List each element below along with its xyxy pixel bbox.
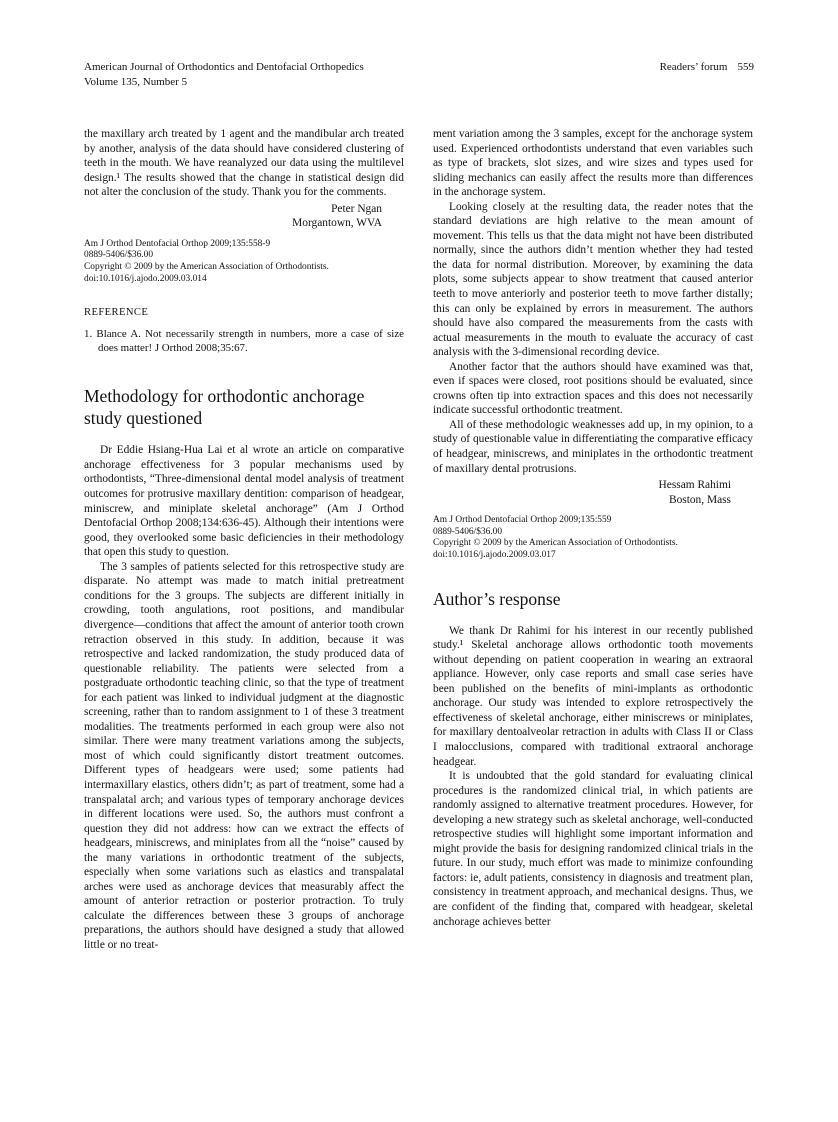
letter2-paragraph: Dr Eddie Hsiang-Hua Lai et al wrote an article on comparative anchorage effectiveness for 3 popular mechanisms used by orthodontists, “Three-dimensional dental model analysis of treatment outcomes for protrusive maxillary dentition: comparison of headgear, miniscrew, and miniplate skeletal anchorage” (Am J Orthod Dentofacial Orthop 2008;134:636-45). Although their intentions were good, they overlooked some basic deficiencies in their methodology that open this study to question.: [84, 444, 404, 559]
letter3-title: Author’s response: [433, 588, 561, 609]
page-header: [84, 60, 754, 89]
citation-line: Copyright © 2009 by the American Association of Orthodontists.: [433, 538, 678, 549]
letter3-paragraph: It is undoubted that the gold standard for evaluating clinical procedures is the randomized clinical trial, in which patients are randomly assigned to alternative treatment procedures. However, for developing a new strategy such as skeletal anchorage, well-conducted retrospective studies will highlight some important information and might provide the basis for designing randomized clinical trials in the future. In our study, much effort was made to minimize confounding factors: ie, adult patients, consistency in diagnosis and treatment plan, consistency in treatment approach, and mechanical designs. Thus, we are confident of the finding that, compared with headgear, skeletal anchorage achieves better: [433, 770, 753, 928]
letter2-paragraph: The 3 samples of patients selected for this retrospective study are disparate. No attempt was made to match initial pretreatment conditions for the 3 groups. The subjects are different initially in crowding, tooth angulations, root positions, and mandibular divergence—conditions that affect the amount of anterior tooth crown retraction observed in this study. In addition, because it was retrospective and lacked randomization, the study produced data of questionable reliability. The patients were selected from a postgraduate orthodontic teaching clinic, so that the type of treatment for each patient was linked to individual judgment at the diagnostic screening, rather than to random assignment to 1 of these 3 treatment modalities. The treatments performed in each group were also not similar. There were many treatment variations among the subjects, most of which could significantly distort treatment outcomes. Different types of headgears were used; some patients had intermaxillary elastics, others didn’t; as part of treatment, some had a transpalatal arch; and various types of temporary anchorage devices in different locations were used. So, the authors must confront a question they did not address: how can we extract the effects of headgears, miniscrews, and miniplates from all the “noise” caused by the many variations in orthodontic treatment of the subjects, especially when some variations such as elastics and transpalatal arches were used as anchorage devices that measurably affect the amount of anterior retraction or posterior protraction. To truly calculate the differences between these 3 groups of anchorage preparations, the authors should have designed a study that allowed little or no treat-: [84, 560, 404, 951]
citation-line: Am J Orthod Dentofacial Orthop 2009;135:558-9: [84, 238, 271, 249]
citation-line: doi:10.1016/j.ajodo.2009.03.017: [433, 550, 556, 560]
citation-line: doi:10.1016/j.ajodo.2009.03.014: [84, 273, 207, 284]
left-column: [84, 127, 404, 953]
letter1-signature-name: Peter Ngan: [331, 202, 382, 215]
journal-volume: Volume 135, Number 5: [84, 75, 188, 88]
citation-line: 0889-5406/$36.00: [84, 250, 154, 261]
letter2-paragraph: Another factor that the authors should have examined was that, even if spaces were closed, root positions should be evaluated, since crowns often tip into extraction spaces and this does not necessarily indicate successful orthodontic treatment.: [433, 360, 753, 417]
reference-heading: REFERENCE: [84, 307, 149, 319]
letter1-signature-block: [84, 202, 404, 231]
letter1-continuation-paragraph: the maxillary arch treated by 1 agent and the mandibular arch treated by another, analysis of the data should have considered clustering of teeth in the mouth. We have reanalyzed our data using the multilevel design.¹ The results showed that the change in statistical design did not alter the conclusion of the study. Thank you for the comments.: [84, 128, 404, 199]
letter2-citation-block: [433, 515, 753, 561]
section-name: Readers’ forum: [659, 61, 728, 73]
journal-masthead: [84, 60, 364, 89]
citation-line: Copyright © 2009 by the American Association of Orthodontists.: [84, 262, 329, 273]
letter1-signature-location: Morgantown, WVA: [292, 217, 382, 230]
letter2-paragraph: All of these methodologic weaknesses add up, in my opinion, to a study of questionable value in differentiating the comparative efficacy of headgear, miniscrews, and miniplates in the orthodontic treatment of maxillary dental protrusions.: [433, 418, 753, 475]
letter2-signature-name: Hessam Rahimi: [658, 479, 731, 492]
citation-line: 0889-5406/$36.00: [433, 526, 503, 537]
letter1-citation-block: [84, 239, 404, 285]
running-head: [660, 60, 754, 75]
letter2-title: Methodology for orthodontic anchorage study questioned: [84, 386, 365, 429]
page-number: 559: [737, 61, 754, 73]
letter2-paragraph: Looking closely at the resulting data, the reader notes that the standard deviations are high relative to the mean amount of movement. This tells us that the data might not have been distributed normally, since the authors didn’t mention whether they had tested the data for normal distribution. Moreover, by examining the data plots, some subjects appear to show treatment that caused anterior teeth to move anteriorly and posterior teeth to move farther distally; this can only be explained by errors in measurement. The authors should have also compared the measurements from the casts with actual measurements in the mouth to evaluate the accuracy of cast analysis with the 3-dimensional recording device.: [433, 200, 753, 359]
citation-line: Am J Orthod Dentofacial Orthop 2009;135:559: [433, 515, 612, 526]
letter3-paragraph: We thank Dr Rahimi for his interest in our recently published study.¹ Skeletal anchorage allows orthodontic tooth movements without depending on patient cooperation in wearing an extraoral appliance. However, only case reports and small case series have been published on the benefits of mini-implants as orthodontic anchorage. Our study was intended to explore retrospectively the effectiveness of skeletal anchorage, either miniscrews or miniplates, for maxillary dentoalveolar retraction in adults with Class II or Class I malocclusions, compared with traditional extraoral anchorage headgear.: [433, 624, 753, 768]
two-column-body: [84, 127, 754, 953]
letter2-signature-location: Boston, Mass: [668, 493, 731, 506]
letter2-paragraph-continuation: ment variation among the 3 samples, except for the anchorage system used. Experienced orthodontists understand that even variables such as type of brackets, slot sizes, and wire sizes and types used for sliding mechanics can easily affect the results more than differences in the anchorage system.: [433, 128, 753, 199]
reference-item: 1. Blance A. Not necessarily strength in numbers, more a case of size does matter! J Orthod 2008;35:67.: [84, 328, 404, 354]
right-column: [433, 127, 753, 953]
journal-title: American Journal of Orthodontics and Dentofacial Orthopedics: [84, 61, 364, 73]
letter2-signature-block: [433, 478, 753, 507]
